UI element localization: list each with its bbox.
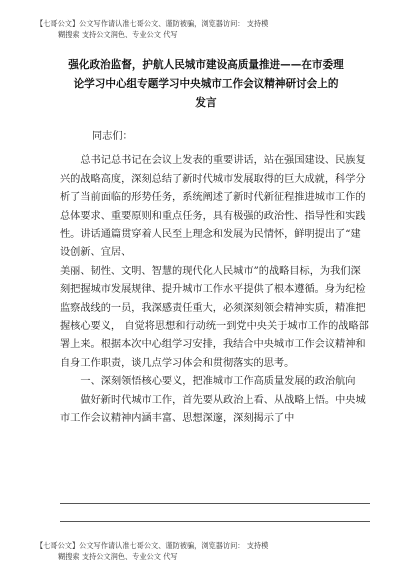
- header-line-2: 糊搜索 支持公文润色、专业公文 代写: [58, 30, 178, 39]
- title-line-2: 论学习中心组专题学习中央城市工作会议精神研讨会上的: [73, 78, 339, 90]
- page-footer: [36, 540, 380, 562]
- paragraph-2: 美丽、韧性、文明、智慧的现代化人民城市”的战略目标，为我们深刻把握城市发展规律、提升城市工作水平提供了根本遵循。身为纪检监察战线的一员，我深感责任重大，必须深刻领会精神实质，精准把握核心要义， 自觉将思想和行动统一到党中央关于城市工作的战略部署上来。根据本次中心组学习安排，我结合中央城市工作会议精神和自身工作职责，谈几点学习体会和贯彻落实的思考。: [60, 265, 369, 369]
- document-title: [50, 56, 362, 113]
- salutation: 同志们：: [92, 131, 133, 142]
- separator-line-2: [60, 521, 370, 522]
- section-heading-1: 一、深刻领悟核心要义，把准城市工作高质量发展的政治航向: [80, 376, 356, 388]
- title-line-3: 发言: [195, 97, 217, 109]
- footer-line-2: 糊搜索 支持公文润色、专业公文 代写: [58, 552, 178, 561]
- document-body: [60, 128, 370, 429]
- title-line-1: 强化政治监督，护航人民城市建设高质量推进——在市委理: [68, 59, 344, 71]
- footer-line-1: 【七哥公文】公文写作请认准七哥公文、谨防被骗，浏览器访问： 支持模: [36, 541, 269, 550]
- paragraph-3: 做好新时代城市工作，首先要从政治上看、从战略上悟。中央城市工作会议精神内涵丰富、思想深邃，深刻揭示了中: [60, 394, 366, 425]
- paragraph-1: 总书记总书记在会议上发表的重要讲话，站在强国建设、民族复兴的战略高度，深刻总结了新时代城市发展取得的巨大成就，科学分析了当前面临的形势任务，系统阐述了新时代新征程推进城市工作的总体要求、重要原则和重点任务，具有极强的政治性、指导性和实践性。讲话通篇贯穿着人民至上理念和发展为民情怀，鲜明提出了“建设创新、宜居、: [60, 155, 366, 259]
- page-header: [36, 18, 380, 40]
- header-line-1: 【七哥公文】公文写作请认准七哥公文、谨防被骗，浏览器访问： 支持模: [36, 19, 269, 28]
- separator-line-1: [60, 503, 370, 504]
